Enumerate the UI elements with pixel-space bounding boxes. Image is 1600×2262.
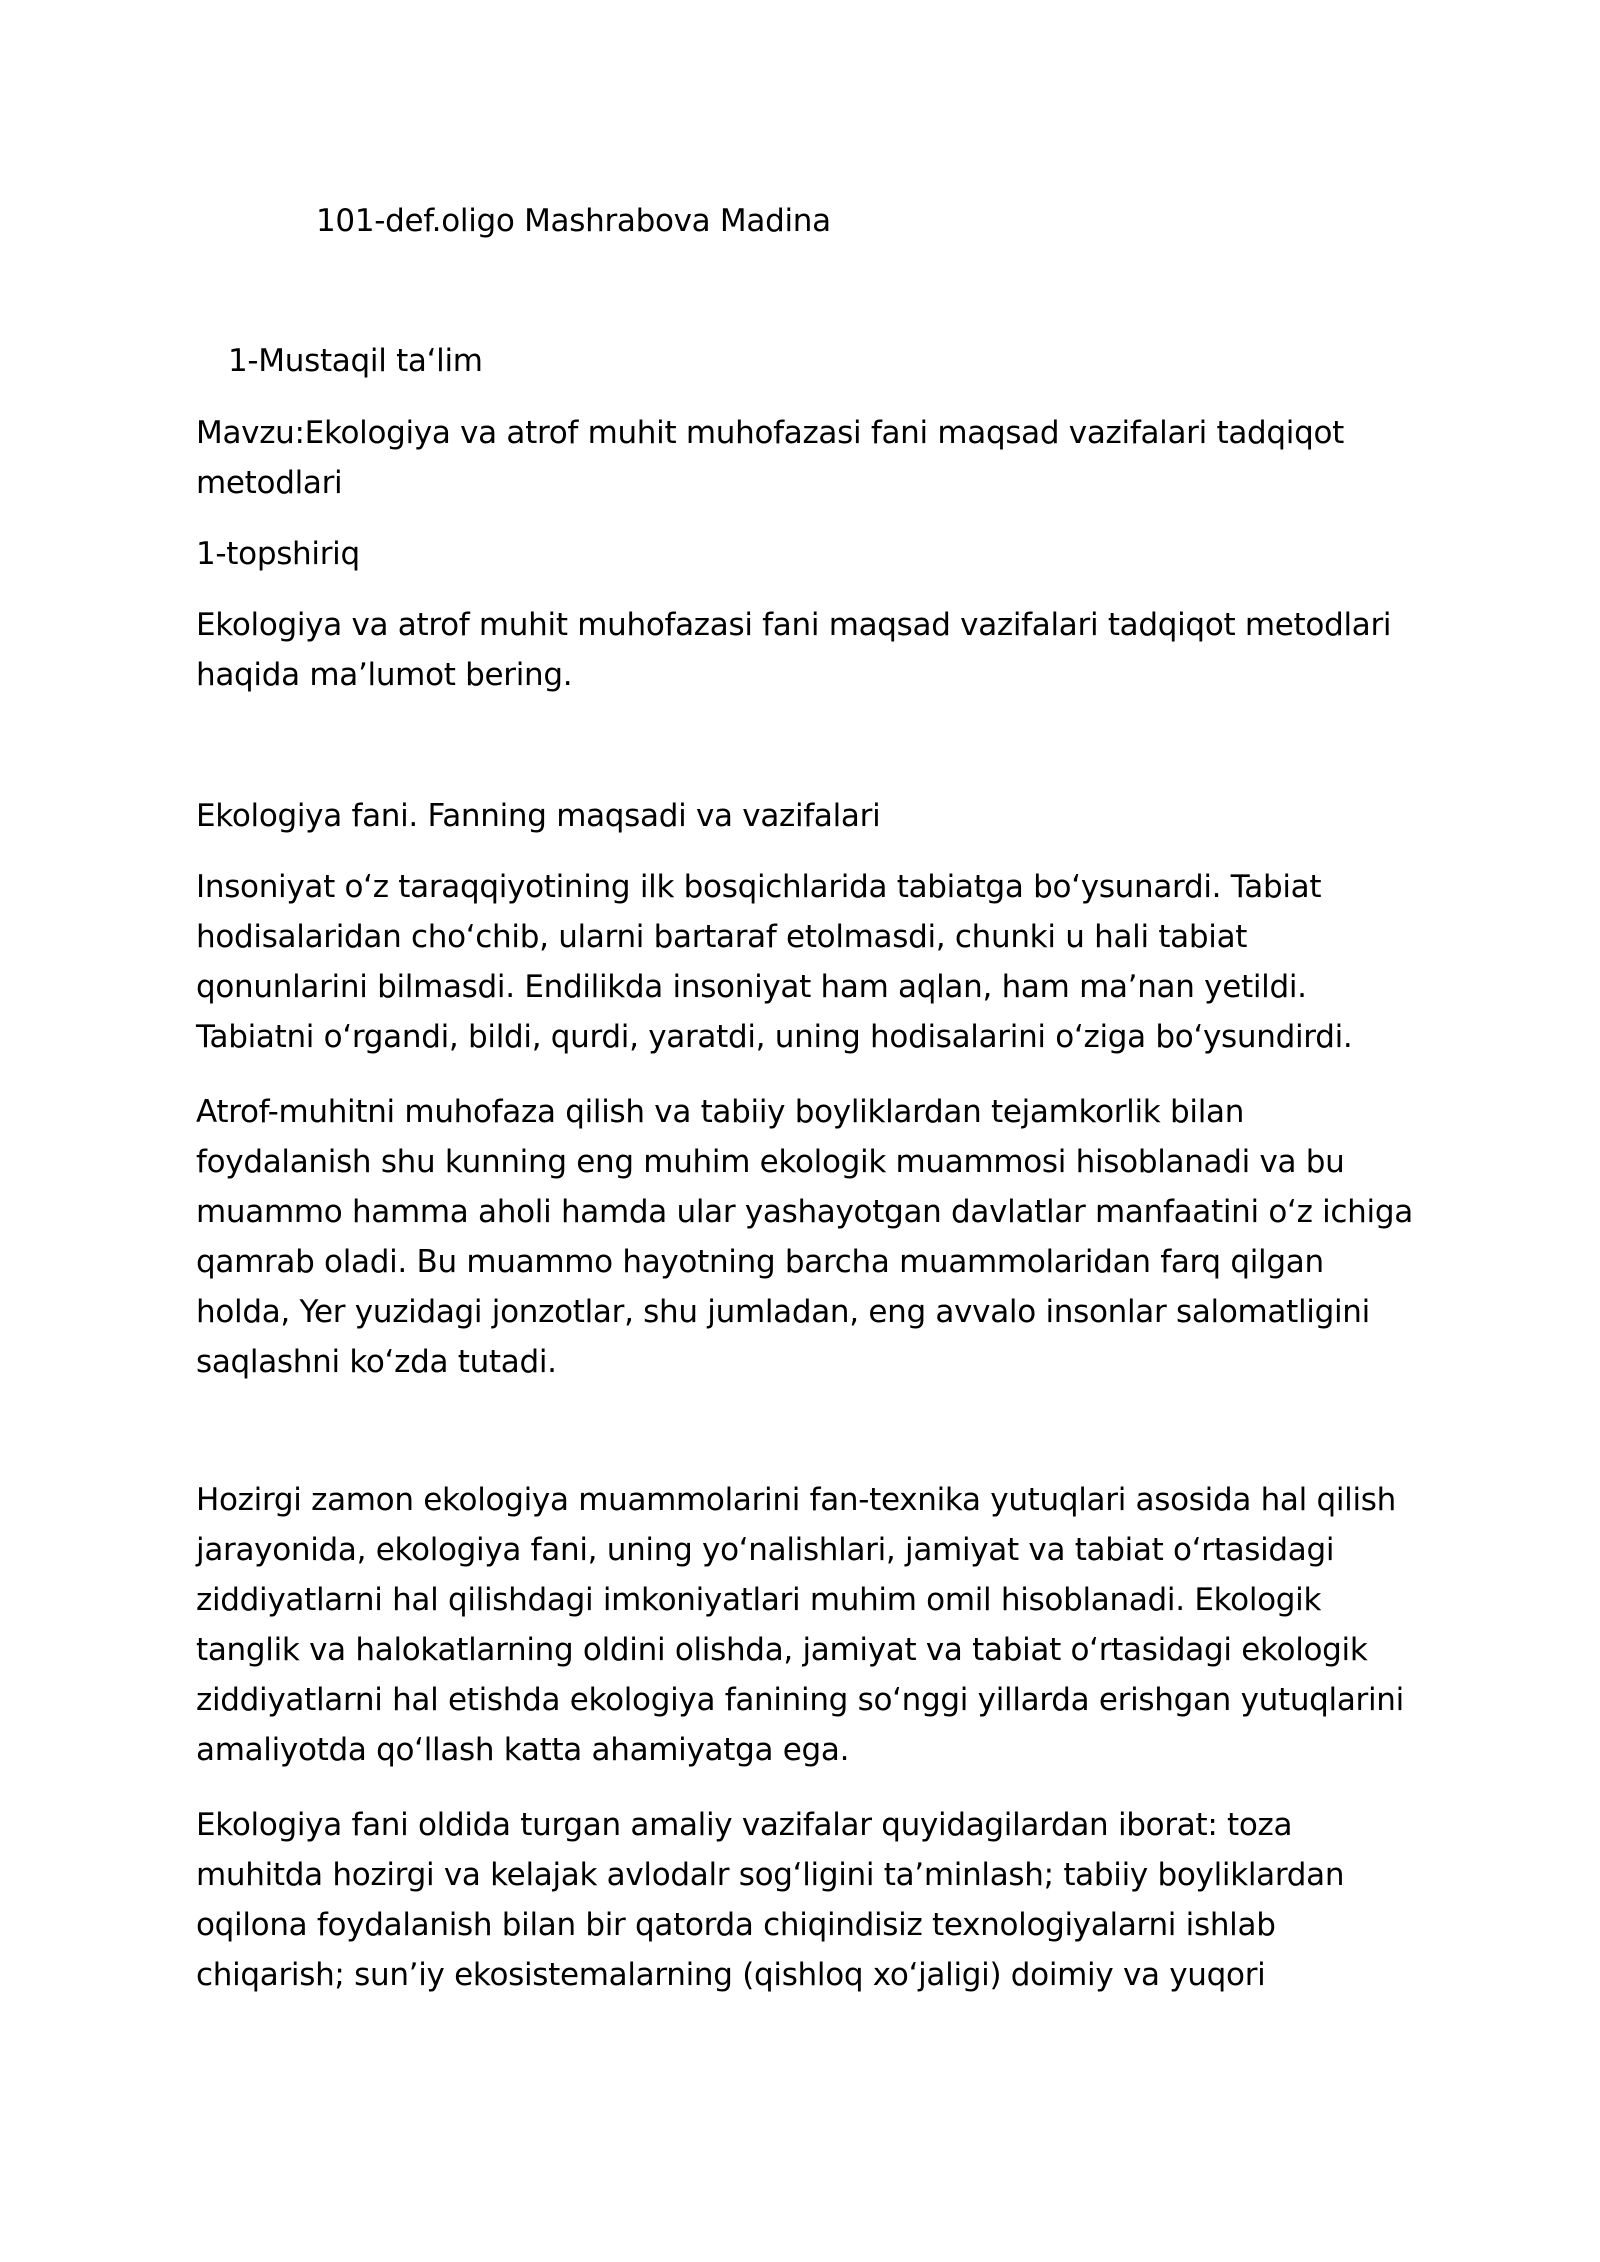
body-paragraph: Atrof-muhitni muhofaza qilish va tabiiy boyliklardan tejamkorlik bilan foydalanish shu kunning eng muhim ekologik muammosi hisoblanadi va bu muammo hamma aholi hamda ular yashayotgan davlatlar manfaatini oʻz ichiga qamrab oladi. Bu muammo hayotning barcha muammolaridan farq qilgan holda, Yer yuzidagi jonzotlar, shu jumladan, eng avvalo insonlar salomatligini saqlashni koʻzda tutadi.	[196, 1094, 1413, 1380]
task-type: 1-Mustaqil taʻlim	[228, 343, 483, 379]
author-line: 101-def.oligo Mashrabova Madina	[316, 203, 831, 239]
assignment-question: Ekologiya va atrof muhit muhofazasi fani maqsad vazifalari tadqiqot metodlari haqida ma’lumot bering.	[196, 607, 1392, 693]
topic: Mavzu:Ekologiya va atrof muhit muhofazasi fani maqsad vazifalari tadqiqot metodlari	[196, 415, 1344, 501]
body-paragraph: Insoniyat oʻz taraqqiyotining ilk bosqichlarida tabiatga boʻysunardi. Tabiat hodisalaridan choʻchib, ularni bartaraf etolmasdi, chunki u hali tabiat qonunlarini bilmasdi. Endilikda insoniyat ham aqlan, ham ma’nan yetildi. Tabiatni oʻrgandi, bildi, qurdi, yaratdi, uning hodisalarini oʻziga boʻysundirdi.	[196, 869, 1353, 1055]
assignment-label: 1-topshiriq	[196, 536, 360, 572]
section-heading: Ekologiya fani. Fanning maqsadi va vazifalari	[196, 798, 881, 834]
body-paragraph: Ekologiya fani oldida turgan amaliy vazifalar quyidagilardan iborat: toza muhitda hozirgi va kelajak avlodalr sogʻligini ta’minlash; tabiiy boyliklardan oqilona foydalanish bilan bir qatorda chiqindisiz texnologiyalarni ishlab chiqarish; sun’iy ekosistemalarning (qishloq xoʻjaligi) doimiy va yuqori	[196, 1807, 1345, 1993]
body-paragraph: Hozirgi zamon ekologiya muammolarini fan-texnika yutuqlari asosida hal qilish jarayonida, ekologiya fani, uning yoʻnalishlari, jamiyat va tabiat oʻrtasidagi ziddiyatlarni hal qilishdagi imkoniyatlari muhim omil hisoblanadi. Ekologik tanglik va halokatlarning oldini olishda, jamiyat va tabiat oʻrtasidagi ekologik ziddiyatlarni hal etishda ekologiya fanining soʻnggi yillarda erishgan yutuqlarini amaliyotda qoʻllash katta ahamiyatga ega.	[196, 1482, 1404, 1768]
